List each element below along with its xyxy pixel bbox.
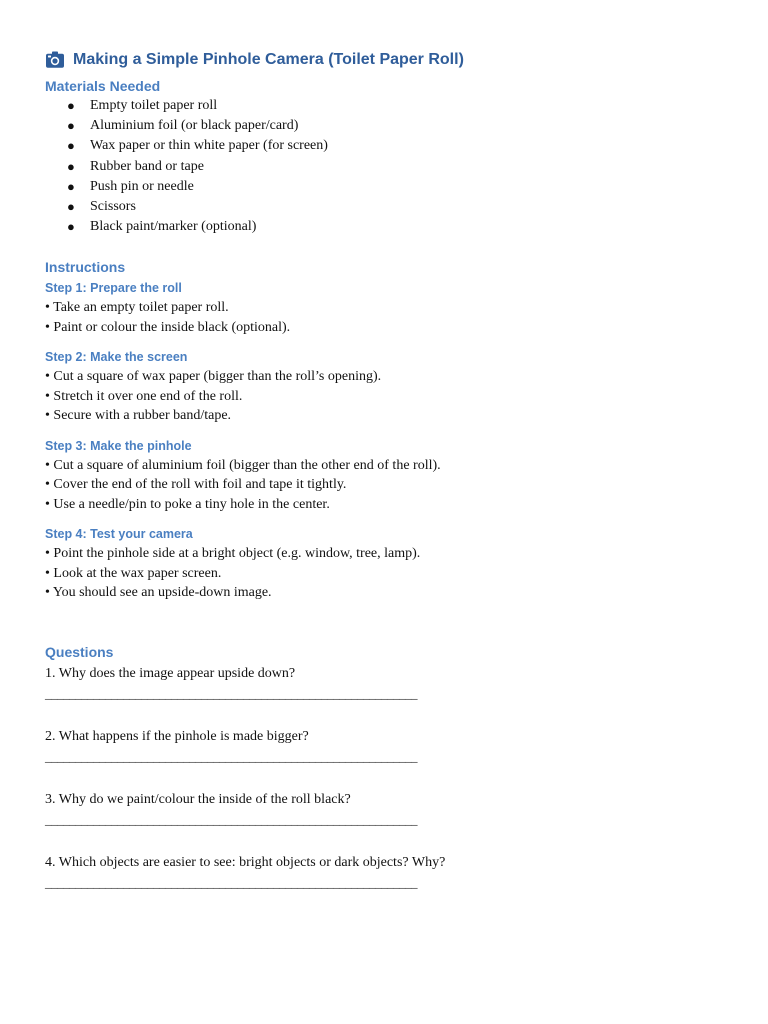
step-line: • Cut a square of aluminium foil (bigger than the other end of the roll).	[45, 457, 441, 473]
material-text: Scissors	[90, 198, 136, 214]
step-line: • Paint or colour the inside black (optional).	[45, 319, 291, 335]
step-line: • Point the pinhole side at a bright object (e.g. window, tree, lamp).	[45, 546, 421, 562]
step-title: Step 2: Make the screen	[45, 350, 188, 365]
questions-heading: Questions	[45, 643, 114, 660]
list-item	[45, 96, 735, 116]
step-line: • Take an empty toilet paper roll.	[45, 300, 229, 316]
step-1	[45, 278, 735, 337]
list-item	[45, 177, 735, 197]
bullet-icon: ●	[67, 198, 75, 214]
material-text: Black paint/marker (optional)	[90, 219, 257, 235]
document-page	[45, 48, 735, 915]
answer-line[interactable]: ______________________________________________________________	[45, 748, 417, 764]
bullet-icon: ●	[67, 118, 75, 134]
step-title: Step 3: Make the pinhole	[45, 438, 192, 453]
step-line: • Cut a square of wax paper (bigger than the roll’s opening).	[45, 369, 382, 385]
materials-heading: Materials Needed	[45, 78, 161, 94]
list-item	[45, 217, 735, 237]
material-text: Aluminium foil (or black paper/card)	[90, 118, 299, 134]
material-text: Empty toilet paper roll	[90, 98, 218, 113]
step-line: • Secure with a rubber band/tape.	[45, 408, 232, 424]
answer-line[interactable]: ______________________________________________________________	[45, 811, 417, 827]
step-line: • You should see an upside-down image.	[45, 585, 272, 601]
bullet-icon: ●	[67, 138, 75, 154]
question-1	[45, 663, 735, 703]
question-text: 4. Which objects are easier to see: bright objects or dark objects? Why?	[45, 854, 446, 870]
page-title: Making a Simple Pinhole Camera (Toilet Paper Roll)	[73, 51, 464, 68]
question-text: 1. Why does the image appear upside down?	[45, 665, 296, 681]
bullet-icon: ●	[67, 98, 75, 113]
materials-list	[45, 96, 735, 237]
material-text: Rubber band or tape	[90, 158, 204, 174]
material-text: Push pin or needle	[90, 178, 194, 194]
bullet-icon: ●	[67, 178, 75, 194]
step-3	[45, 436, 735, 515]
list-item	[45, 116, 735, 136]
bullet-icon: ●	[67, 219, 75, 235]
step-line: • Stretch it over one end of the roll.	[45, 388, 243, 404]
step-line: • Use a needle/pin to poke a tiny hole in the center.	[45, 496, 330, 512]
camera-icon	[45, 51, 65, 69]
step-title: Step 4: Test your camera	[45, 527, 193, 542]
step-title: Step 1: Prepare the roll	[45, 281, 182, 296]
step-line: • Cover the end of the roll with foil and tape it tightly.	[45, 477, 347, 493]
title-row	[45, 48, 735, 72]
question-3	[45, 789, 735, 829]
step-line: • Look at the wax paper screen.	[45, 565, 222, 581]
answer-line[interactable]: ______________________________________________________________	[45, 685, 417, 701]
material-text: Wax paper or thin white paper (for screen)	[90, 138, 328, 154]
list-item	[45, 197, 735, 217]
question-2	[45, 726, 735, 766]
list-item	[45, 136, 735, 156]
instructions-heading: Instructions	[45, 259, 126, 276]
step-4	[45, 524, 735, 603]
answer-line[interactable]: ______________________________________________________________	[45, 874, 417, 890]
step-2	[45, 347, 735, 426]
bullet-icon: ●	[67, 158, 75, 174]
question-text: 2. What happens if the pinhole is made bigger?	[45, 728, 309, 744]
question-4	[45, 852, 735, 892]
list-item	[45, 157, 735, 177]
question-text: 3. Why do we paint/colour the inside of the roll black?	[45, 791, 351, 807]
